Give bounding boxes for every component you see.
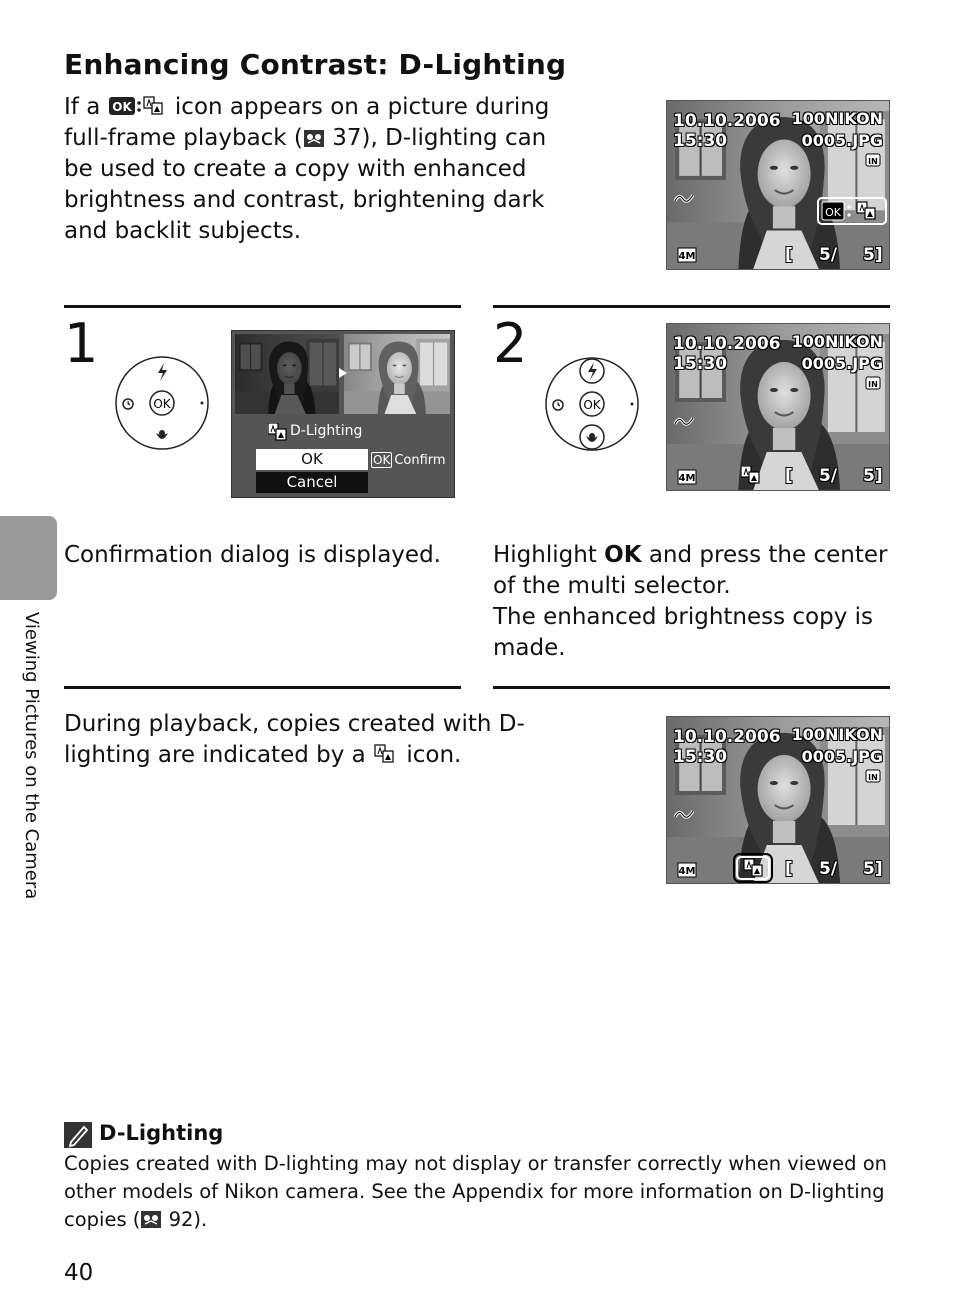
note-body	[64, 1150, 894, 1234]
image-mode-icon	[677, 862, 697, 878]
intro-paragraph	[64, 92, 576, 247]
svg-text:OK: OK	[153, 397, 171, 411]
multi-selector-icon	[114, 355, 210, 451]
step1-number: 1	[64, 312, 99, 375]
svg-text:4M: 4M	[678, 473, 696, 484]
step2-number: 2	[493, 312, 528, 375]
protect-icon	[673, 414, 695, 428]
page-title: Enhancing Contrast: D-Lighting	[64, 48, 567, 81]
lcd-file: 0005.JPG	[801, 131, 883, 150]
image-mode-icon	[677, 469, 697, 485]
lcd-time: 15:30	[673, 747, 728, 767]
step2-text-a: Highlight	[493, 542, 605, 568]
reference-icon	[140, 1209, 162, 1229]
ok-dlighting-lcd-icon	[817, 197, 887, 225]
svg-text:4M: 4M	[678, 251, 696, 262]
chapter-tab	[0, 516, 57, 600]
option-cancel[interactable]: Cancel	[256, 472, 368, 493]
playback-text-1: During playback, copies created with D-lighting are indicated by a	[64, 711, 525, 768]
ok-dlighting-icon	[108, 95, 168, 117]
internal-memory-icon	[865, 769, 881, 783]
pencil-note-icon	[64, 1122, 92, 1148]
lcd-file: 0005.JPG	[801, 354, 883, 373]
svg-text:OK: OK	[111, 100, 132, 114]
lcd-total: 5]	[863, 859, 883, 879]
step1-top-rule	[64, 305, 461, 308]
side-chapter-label	[20, 612, 48, 932]
step2-bottom-rule	[493, 686, 890, 689]
intro-text-1: If a	[64, 94, 108, 120]
dialog-title: D-Lighting	[290, 423, 363, 439]
svg-text:IN: IN	[868, 773, 878, 782]
lcd-date: 10.10.2006	[673, 727, 781, 747]
intro-text-2: icon appears on a picture during full-frame playback (	[64, 94, 550, 151]
svg-text:4M: 4M	[678, 866, 696, 877]
playback-paragraph	[64, 709, 576, 771]
lcd-total: 5]	[863, 466, 883, 486]
svg-text:IN: IN	[868, 380, 878, 389]
lcd-bracket: [	[785, 245, 793, 265]
arrow-right-icon	[338, 367, 348, 379]
playback-text-2: icon.	[399, 742, 462, 768]
step2-subtext: The enhanced brightness copy is made.	[493, 604, 874, 661]
thumbnail-enhanced	[344, 334, 450, 414]
dlighting-highlight-icon	[733, 853, 773, 883]
lcd-date: 10.10.2006	[673, 334, 781, 354]
internal-memory-icon	[865, 153, 881, 167]
reference-icon	[303, 128, 325, 148]
step2-ok-label: OK	[604, 542, 642, 568]
protect-icon	[673, 191, 695, 205]
confirm-hint	[371, 452, 446, 468]
note-text-a: Copies created with D-lighting may not display or transfer correctly when viewed on other models of Nikon camera. See the Appendix for more information on D-lighting copies (	[64, 1152, 888, 1231]
step1-text: Confirmation dialog is displayed.	[64, 542, 441, 568]
ok-button-icon: OK	[373, 453, 391, 467]
lcd-frame: 5/	[819, 466, 838, 486]
side-label-text: Viewing Pictures on the Camera	[21, 612, 42, 900]
step2-top-rule	[493, 305, 890, 308]
protect-icon	[673, 807, 695, 821]
lcd-folder: 100NIKON	[791, 725, 883, 744]
lcd-time: 15:30	[673, 354, 728, 374]
lcd-date: 10.10.2006	[673, 111, 781, 131]
image-mode-icon	[677, 247, 697, 263]
lcd-frame: 5/	[819, 859, 838, 879]
lcd-file: 0005.JPG	[801, 747, 883, 766]
lcd-preview-enhanced	[666, 323, 890, 491]
multi-selector-highlight-icon	[544, 356, 640, 452]
dlighting-icon	[741, 466, 763, 486]
lcd-preview-copy	[666, 716, 890, 884]
note-title: D-Lighting	[99, 1121, 224, 1145]
step1-bottom-rule	[64, 686, 461, 689]
lcd-bracket: [	[785, 466, 793, 486]
lcd-total: 5]	[863, 245, 883, 265]
thumbnail-original	[235, 334, 339, 414]
svg-text:OK: OK	[825, 206, 841, 219]
lcd-preview-original	[666, 100, 890, 270]
intro-text-3: 37), D-lighting can be used to create a copy with enhanced brightness and contrast, brightening dark and backlit subjects.	[64, 125, 547, 244]
dlighting-dialog	[231, 330, 455, 498]
step2-text-b: and press the center of the multi selector.	[493, 542, 888, 599]
confirm-label: Confirm	[394, 453, 446, 468]
option-ok[interactable]: OK	[256, 449, 368, 470]
svg-text:IN: IN	[868, 157, 878, 166]
dlighting-icon	[268, 423, 288, 441]
note-text-b: 92).	[162, 1208, 208, 1231]
lcd-frame: 5/	[819, 245, 838, 265]
lcd-folder: 100NIKON	[791, 109, 883, 128]
lcd-folder: 100NIKON	[791, 332, 883, 351]
lcd-bracket: [	[785, 859, 793, 879]
step2-text	[493, 540, 890, 602]
lcd-time: 15:30	[673, 131, 728, 151]
page-number: 40	[64, 1260, 94, 1286]
internal-memory-icon	[865, 376, 881, 390]
svg-text:OK: OK	[583, 398, 601, 412]
dlighting-icon	[373, 743, 399, 765]
